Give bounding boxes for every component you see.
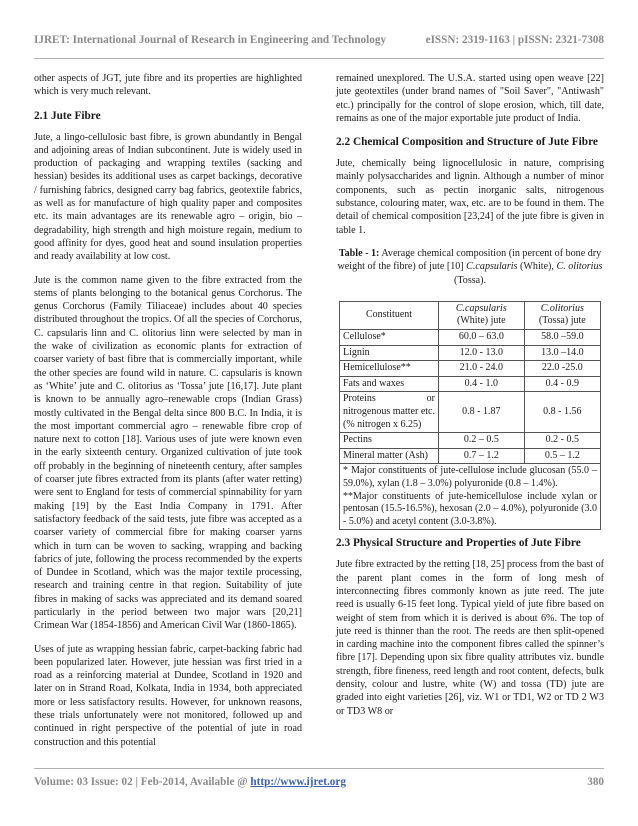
left-column <box>34 72 302 759</box>
table-header-row <box>340 301 601 329</box>
section-2-1-paragraph-1: Jute, a lingo-cellulosic bast fibre, is grown abundantly in Bengal and adjoining areas of Indian subcontinent. Jute is widely used in production of packaging and wrapping textiles (sacking and hessian) besides its additional uses as carpet backings, decorative / furnishing fabrics, designed carry bag fabrics, geotextile fabrics, as well as for manufacture of high quality paper and composites etc. its main advantages are its renewable agro – origin, bio – degradability, high strength and high moisture regain, medium to good affinity for dyes, good heat and sound insulation properties and ready availability at low cost. <box>34 131 302 263</box>
running-footer <box>34 776 604 792</box>
table-row: Cellulose* 60.0 – 63.0 58.0 –59.0 <box>340 330 601 346</box>
footer-rule <box>34 768 604 769</box>
journal-link[interactable]: http://www.ijret.org <box>250 776 346 788</box>
chemical-composition-table <box>339 301 601 531</box>
section-2-1-heading: 2.1 Jute Fibre <box>34 109 101 122</box>
header-rule <box>34 58 604 59</box>
table-row: Mineral matter (Ash) 0.7 – 1.2 0.5 – 1.2 <box>340 448 601 464</box>
table-note-1: * Major constituents of jute-cellulose include glucosan (55.0 – 59.0%), xylan (1.8 – 3.0%) polyuronide (0.8 – 1.4%). <box>343 465 597 489</box>
table-note-row <box>340 464 601 530</box>
table-caption-label: Table - 1: <box>338 247 380 259</box>
table-row: Proteins or nitrogenous matter etc. (% nitrogen x 6.25) 0.8 - 1.87 0.8 - 1.56 <box>340 392 601 433</box>
section-2-2-paragraph: Jute, chemically being lignocellulosic in nature, comprising mainly polysaccharides and lignin. Although a number of minor components, such as pectin inorganic salts, nitrogenous substance, colouring mater, wax, etc. are to be found in them. The detail of chemical composition [23,24] of the jute fibre is given in table 1. <box>336 158 604 236</box>
continued-paragraph: remained unexplored. The U.S.A. started using open weave [22] jute geotextiles (under brand names of "Soil Saver", "Antiwash" etc.) principally for the control of slope erosion, which, till date, remains as one of the major exportable jute product of India. <box>336 73 604 124</box>
running-header <box>34 34 604 58</box>
page-number: 380 <box>587 776 604 788</box>
intro-paragraph: other aspects of JGT, jute fibre and its properties are highlighted which is very much relevant. <box>34 73 302 98</box>
table-note-2: **Major constituents of jute-hemicellulose include xylan or pentosan (15.5-16.5%), hexosan (2.0 – 4.0%), polyuronide (3.0 - 5.0%) and acetyl content (3.0-3.8%). <box>343 490 597 527</box>
issn: eISSN: 2319-1163 | pISSN: 2321-7308 <box>425 34 604 46</box>
header-olitorius: C.olitorius (Tossa) jute <box>524 301 600 329</box>
volume-info: Volume: 03 Issue: 02 | Feb-2014, Available @ http://www.ijret.org <box>34 776 346 788</box>
section-2-1-paragraph-3: Uses of jute as wrapping hessian fabric, carpet-backing fabric had been popularized later. However, jute hessian was first tried in a road as a reinforcing material at Dundee, Scotland in 1920 and later on in Strand Road, Kolkata, India in 1934, both appreciated more or less satisfactory results. However, for unknown reasons, these trials unfortunately were not monitored, followed up and continued in right perspective of the potential of jute in road construction and this potential <box>34 643 302 748</box>
section-2-2-heading: 2.2 Chemical Composition and Structure of Jute Fibre <box>336 136 598 149</box>
section-2-3-heading: 2.3 Physical Structure and Properties of Jute Fibre <box>336 537 581 550</box>
header-capsularis: C.capsularis (White) jute <box>439 301 525 329</box>
table-caption: Table - 1: Average chemical composition (in percent of bone dry weight of the fibre) of jute [10] C.capsularis (White), C. olitorius (Tossa). <box>337 247 603 286</box>
table-row: Fats and waxes 0.4 - 1.0 0.4 - 0.9 <box>340 376 601 392</box>
right-column <box>336 72 604 728</box>
table-row: Lignin 12.0 - 13.0 13.0 –14.0 <box>340 345 601 361</box>
section-2-1-paragraph-2: Jute is the common name given to the fibre extracted from the stems of plants belonging to the botanical genus Corchorus. The genus Corchorus (Family Tiliaceae) includes about 40 species distributed throughout the tropics. Of all the species of Corchorus, C. capsularis linn and C. olitorius linn were selected by man in the wake of civilization as economic plants for extraction of coarser variety of bast fibre that is commercially important, while the other species are found wild in nature. C. capsularis is known as ‘White’ jute and C. olitorius as ‘Tossa’ jute [16,17]. Jute plant is known to be annually agro–renewable crops (Indian Grass) mostly cultivated in the Bengal delta since 800 B.C. In India, it is the most important commercial agro – renewable fibre crop of nature next to cotton [18]. Various uses of jute were known even in the early sixteenth century. Organized cultivation of jute took off probably in the beginning of nineteenth century, after samples of coarser jute fibres extracted from its plants (after water retting) were sent to England for tests of commercial spinnability for yarn making [19] by the East India Company in 1791. After satisfactory feedback of the said tests, jute fibre was accepted as a coarser variety of commercial fibre for making coarser yarns which in turn can be woven to sacking, wrapping and backing fabrics of jute, following the process recommended by the experts of Dundee in Scotland, which was the major textile processing, research and training centre in that region. Suitability of jute fibres in making of sacks was appreciated and its demand soared particularly in the period between two major wars [20,21] Crimean War (1854-1856) and American Civil War (1860-1865). <box>34 274 302 632</box>
header-constituent: Constituent <box>340 301 439 329</box>
table-row: Hemicellulose** 21.0 - 24.0 22.0 -25.0 <box>340 361 601 377</box>
table-row: Pectins 0.2 – 0.5 0.2 - 0.5 <box>340 433 601 449</box>
section-2-3-paragraph: Jute fibre extracted by the retting [18, 25] process from the bast of the parent plant comes in the form of long mesh of interconnecting fibres commonly known as jute reed. The jute reed is usually 6-15 feet long. Typical yield of jute fibre based on weight of stem from which it is derived is about 6%. The top of jute reed is thinner than the root. The reeds are then split-opened in carding machine into the component fibres called the spinner’s fibre [17]. Depending upon six fibre quality attributes viz. bundle strength, fibre fineness, reed length and root content, defects, bulk density, colour and lustre, white (W) and tossa (TD) jute are graded into eight varieties [26], viz. W1 or TD1, W2 or TD 2 W3 or TD3 W8 or <box>336 559 604 717</box>
journal-title: IJRET: International Journal of Research in Engineering and Technology <box>34 34 387 46</box>
